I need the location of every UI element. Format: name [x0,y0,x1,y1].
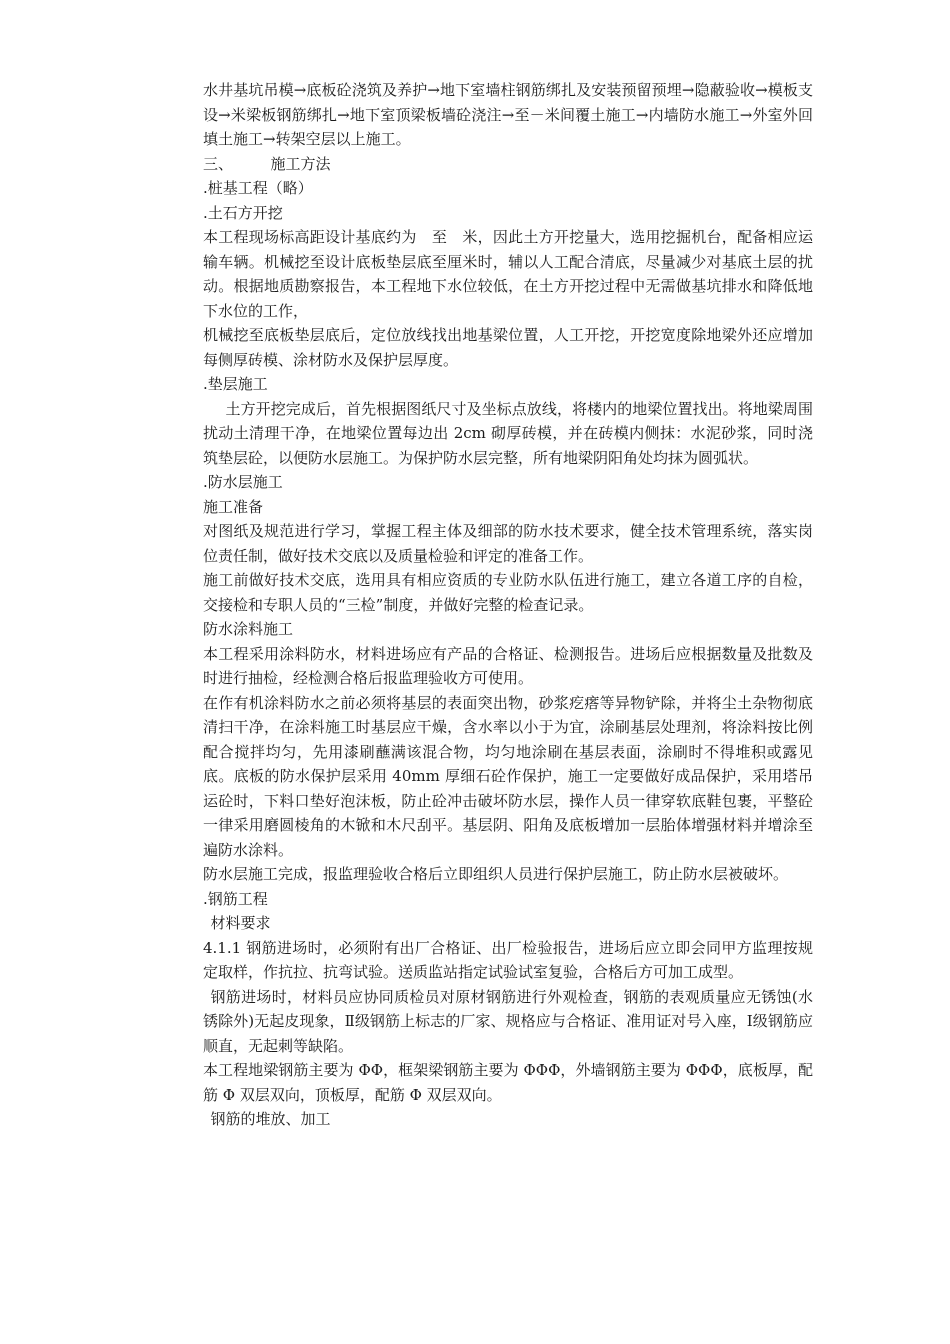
paragraph-excavation-2: 机械挖至底板垫层底后，定位放线找出地基梁位置，人工开挖，开挖宽度除地梁外还应增加每侧厚砖模、涂材防水及保护层厚度。 [203,326,813,369]
paragraph-excavation-1: 本工程现场标高距设计基底约为 至 米，因此土方开挖量大，选用挖掘机台，配备相应运输车辆。机械挖至设计底板垫层底至厘米时，辅以人工配合清底，尽量减少对基底土层的扰动。根据地质勘察报告，本工程地下水位较低，在土方开挖过程中无需做基坑排水和降低地下水位的工作， [203,228,813,320]
paragraph-cushion-layer: 土方开挖完成后，首先根据图纸尺寸及坐标点放线，将楼内的地梁位置找出。将地梁周围扰动土清理干净，在地梁位置每边出 2cm 砌厚砖模，并在砖模内侧抹：水泥砂浆，同时浇筑垫层砼，以便防水层施工。为保护防水层完整，所有地梁阴阳角处均抹为圆弧状。 [203,399,813,467]
paragraph-rebar-3: 本工程地梁钢筋主要为 ΦΦ，框架梁钢筋主要为 ΦΦΦ，外墙钢筋主要为 ΦΦΦ，底板厚，配筋 Φ 双层双向，顶板厚，配筋 Φ 双层双向。 [203,1061,813,1104]
heading-waterproof-layer: .防水层施工 [203,473,283,491]
paragraph-rebar-2: 钢筋进场时，材料员应协同质检员对原材钢筋进行外观检查，钢筋的表观质量应无锈蚀(水锈除外)无起皮现象，Ⅱ级钢筋上标志的厂家、规格应与合格证、准用证对号入座，Ⅰ级钢筋应顺直，无起刺等缺陷。 [203,987,813,1055]
heading-pile-foundation: .桩基工程（略） [203,179,313,197]
paragraph-coating-1: 本工程采用涂料防水，材料进场应有产品的合格证、检测报告。进场后应根据数量及批数及时进行抽检，经检测合格后报监理验收方可使用。 [203,644,813,687]
heading-waterproof-coating: 防水涂料施工 [203,620,294,638]
document-body [203,78,813,1132]
paragraph-coating-2: 在作有机涂料防水之前必须将基层的表面突出物，砂浆疙瘩等异物铲除，并将尘土杂物彻底清扫干净，在涂料施工时基层应干燥，含水率以小于为宜，涂刷基层处理剂，将涂料按比例配合搅拌均匀，先用漆刷蘸满该混合物，均匀地涂刷在基层表面，涂刷时不得堆积或露见底。底板的防水保护层采用 40mm 厚细石砼作保护，施工一定要做好成品保护，采用塔吊运砼时，下料口垫好泡沫板，防止砼冲击破坏防水层，操作人员一律穿软底鞋包裹，平整砼一律采用磨圆棱角的木锨和木尺刮平。基层阴、阳角及底板增加一层胎体增强材料并增涂至遍防水涂料。 [203,693,813,859]
heading-material-requirements: 材料要求 [210,914,271,932]
heading-earthwork-excavation: .土石方开挖 [203,203,283,222]
paragraph-process-sequence: 水井基坑吊模→底板砼浇筑及养护→地下室墙柱钢筋绑扎及安装预留预埋→隐蔽验收→模板支设→米梁板钢筋绑扎→地下室顶梁板墙砼浇注→至－米间覆土施工→内墙防水施工→外室外回填土施工→转架空层以上施工。 [203,81,813,148]
heading-rebar-storage: 钢筋的堆放、加工 [210,1110,331,1128]
section-heading-construction-method: 三、 施工方法 [203,154,331,173]
paragraph-coating-3: 防水层施工完成，报监理验收合格后立即组织人员进行保护层施工，防止防水层被破坏。 [203,865,789,883]
paragraph-rebar-1: 4.1.1 钢筋进场时，必须附有出厂合格证、出厂检验报告，进场后应立即会同甲方监理按规定取样，作抗拉、抗弯试验。送质监站指定试验试室复验，合格后方可加工成型。 [203,938,813,981]
heading-preparation: 施工准备 [203,497,264,516]
heading-cushion-layer: .垫层施工 [203,375,268,393]
paragraph-preparation-1: 对图纸及规范进行学习，掌握工程主体及细部的防水技术要求，健全技术管理系统，落实岗位责任制，做好技术交底以及质量检验和评定的准备工作。 [203,522,813,565]
heading-rebar-works: .钢筋工程 [203,889,268,908]
paragraph-preparation-2: 施工前做好技术交底，选用具有相应资质的专业防水队伍进行施工，建立各道工序的自检，交接检和专职人员的“三检”制度，并做好完整的检查记录。 [203,571,813,614]
